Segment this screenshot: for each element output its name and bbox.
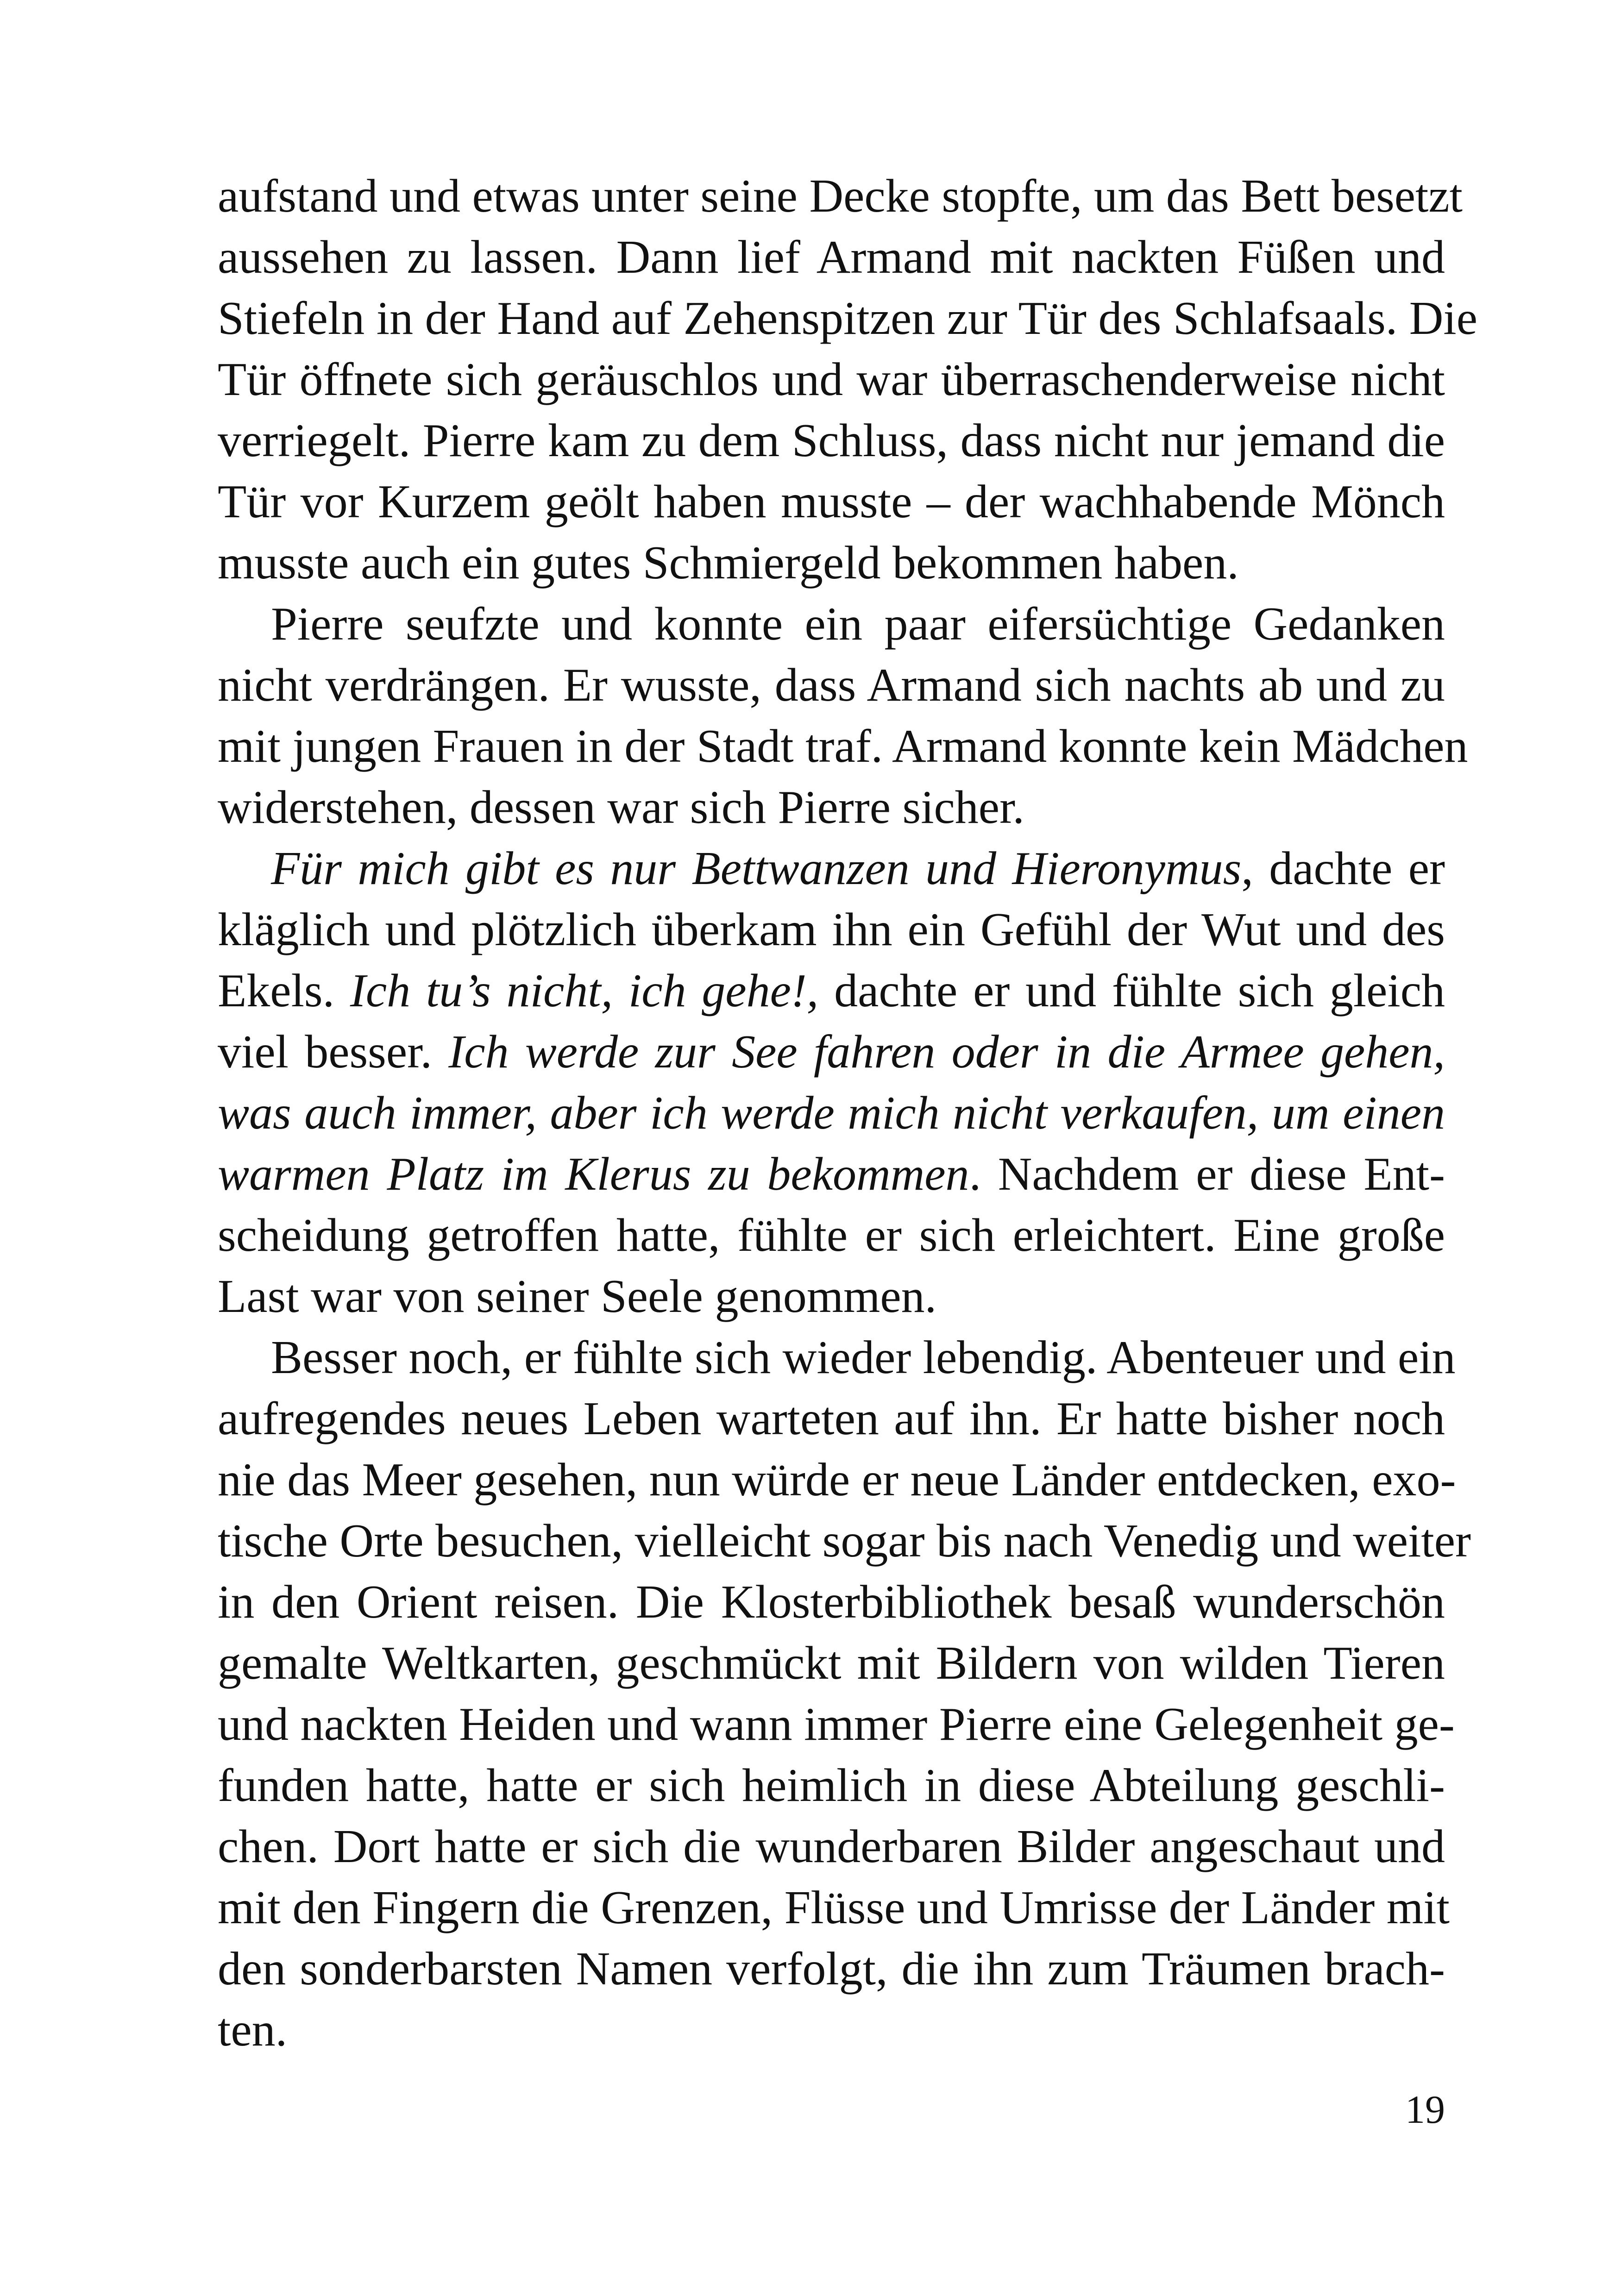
italic-text: was auch immer, aber ich werde mich nicht verkaufen, um einen bbox=[218, 1087, 1445, 1139]
text-line bbox=[218, 594, 1445, 655]
text-segment: mit den Fingern die Grenzen, Flüsse und Umrisse der Länder mit bbox=[218, 1882, 1450, 1934]
text-line bbox=[218, 1633, 1445, 1694]
text-segment: gemalte Weltkarten, geschmückt mit Bildern von wilden Tieren bbox=[218, 1637, 1445, 1689]
text-line bbox=[218, 533, 1445, 594]
italic-text: warmen Platz im Klerus zu bekommen bbox=[218, 1148, 969, 1200]
text-segment: scheidung getroffen hatte, fühlte er sich erleichtert. Eine große bbox=[218, 1209, 1445, 1261]
text-line bbox=[218, 288, 1478, 349]
text-line bbox=[218, 838, 1445, 899]
text-line bbox=[218, 410, 1445, 471]
page-number: 19 bbox=[1405, 2087, 1445, 2132]
text-segment: ten. bbox=[218, 2004, 288, 2056]
text-segment: widerstehen, dessen war sich Pierre sicher. bbox=[218, 781, 1024, 834]
text-segment: , dachte er bbox=[1241, 842, 1445, 895]
text-segment: Tür öffnete sich geräuschlos und war überraschenderweise nicht bbox=[218, 353, 1445, 406]
text-line bbox=[218, 1755, 1445, 1816]
text-line bbox=[218, 1511, 1471, 1572]
text-segment: Ekels. bbox=[218, 965, 350, 1017]
text-segment: kläglich und plötzlich überkam ihn ein Gefühl der Wut und des bbox=[218, 903, 1445, 956]
text-segment: Tür vor Kurzem geölt haben musste – der wachhabende Mönch bbox=[218, 476, 1445, 528]
text-segment: mit jungen Frauen in der Stadt traf. Armand konnte kein Mädchen bbox=[218, 720, 1468, 772]
text-segment: und nackten Heiden und wann immer Pierre eine Gelegenheit ge- bbox=[218, 1698, 1455, 1750]
italic-text: Für mich gibt es nur Bettwanzen und Hieronymus bbox=[271, 842, 1242, 895]
text-segment: tische Orte besuchen, vielleicht sogar bis nach Venedig und weiter bbox=[218, 1515, 1471, 1567]
text-line bbox=[218, 1083, 1445, 1144]
text-segment: verriegelt. Pierre kam zu dem Schluss, dass nicht nur jemand die bbox=[218, 414, 1445, 467]
text-line bbox=[218, 166, 1463, 227]
text-line bbox=[218, 1144, 1445, 1205]
text-line bbox=[218, 1266, 1445, 1327]
text-line bbox=[218, 1938, 1445, 2000]
text-line bbox=[218, 960, 1445, 1022]
text-segment: in den Orient reisen. Die Klosterbibliothek besaß wunderschön bbox=[218, 1576, 1445, 1628]
text-segment: funden hatte, hatte er sich heimlich in diese Abteilung geschli- bbox=[218, 1759, 1445, 1812]
text-line bbox=[218, 777, 1445, 838]
text-line bbox=[218, 2000, 1445, 2061]
text-segment: musste auch ein gutes Schmiergeld bekommen haben. bbox=[218, 537, 1239, 589]
text-segment: chen. Dort hatte er sich die wunderbaren Bilder angeschaut und bbox=[218, 1820, 1445, 1873]
text-segment: nicht verdrängen. Er wusste, dass Armand sich nachts ab und zu bbox=[218, 659, 1445, 711]
text-segment: aufstand und etwas unter seine Decke stopfte, um das Bett besetzt bbox=[218, 170, 1463, 222]
text-line bbox=[218, 1449, 1456, 1511]
text-line bbox=[218, 1205, 1445, 1266]
body-text bbox=[218, 166, 1478, 2061]
text-segment: aufregendes neues Leben warteten auf ihn. Er hatte bisher noch bbox=[218, 1393, 1445, 1445]
text-line bbox=[218, 1816, 1445, 1877]
text-line bbox=[218, 655, 1445, 716]
text-line bbox=[218, 1327, 1456, 1388]
text-segment: viel besser. bbox=[218, 1026, 449, 1078]
text-segment: aussehen zu lassen. Dann lief Armand mit nackten Füßen und bbox=[218, 231, 1445, 283]
text-line bbox=[218, 227, 1445, 288]
text-segment: Pierre seufzte und konnte ein paar eifersüchtige Gedanken bbox=[271, 598, 1445, 650]
italic-text: Ich tu’s nicht, ich gehe!, bbox=[350, 965, 819, 1017]
text-segment: Last war von seiner Seele genommen. bbox=[218, 1270, 937, 1323]
text-segment: Stiefeln in der Hand auf Zehenspitzen zur Tür des Schlafsaals. Die bbox=[218, 292, 1478, 345]
text-line bbox=[218, 471, 1445, 533]
text-line bbox=[218, 1388, 1445, 1449]
text-line bbox=[218, 1694, 1455, 1755]
text-segment: nie das Meer gesehen, nun würde er neue Länder entdecken, exo- bbox=[218, 1454, 1456, 1506]
text-line bbox=[218, 1572, 1445, 1633]
text-line bbox=[218, 349, 1445, 410]
text-line bbox=[218, 899, 1445, 960]
text-segment: den sonderbarsten Namen verfolgt, die ihn zum Träumen brach- bbox=[218, 1943, 1445, 1995]
text-segment: Besser noch, er fühlte sich wieder lebendig. Abenteuer und ein bbox=[271, 1331, 1456, 1384]
text-line bbox=[218, 716, 1468, 777]
italic-text: Ich werde zur See fahren oder in die Armee gehen, bbox=[448, 1026, 1445, 1078]
text-segment: dachte er und fühlte sich gleich bbox=[818, 965, 1445, 1017]
text-line bbox=[218, 1877, 1450, 1938]
text-line bbox=[218, 1022, 1445, 1083]
text-segment: . Nachdem er diese Ent- bbox=[969, 1148, 1445, 1200]
